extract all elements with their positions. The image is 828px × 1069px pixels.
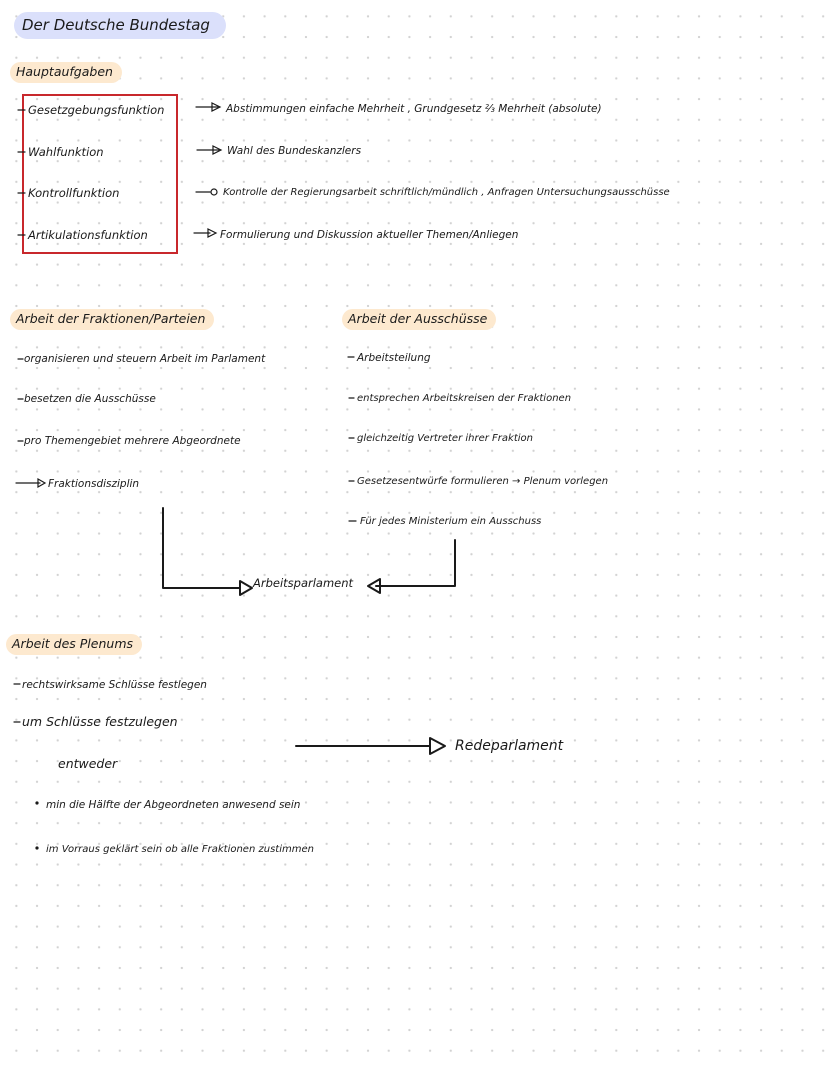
hauptaufgabe-detail: Wahl des Bundeskanzlers [227, 145, 362, 157]
ausschuesse-item: Für jedes Ministerium ein Ausschuss [360, 516, 542, 527]
ausschuesse-item: gleichzeitig Vertreter ihrer Fraktion [357, 433, 533, 444]
hauptaufgabe-detail: Kontrolle der Regierungsarbeit schriftlich/mündlich , Anfragen Untersuchungsausschüsse [223, 187, 670, 198]
bullet-dot [35, 801, 38, 804]
plenum-entweder: entweder [58, 756, 118, 771]
ausschuesse-item: Arbeitsteilung [357, 352, 431, 364]
arbeitsparlament-label: Arbeitsparlament [253, 576, 354, 590]
fraktionen-item: pro Themengebiet mehrere Abgeordnete [24, 435, 241, 447]
hauptaufgaben-heading: Hauptaufgaben [10, 62, 122, 83]
arrow-icon [16, 479, 45, 487]
page-title: Der Deutsche Bundestag [14, 12, 226, 39]
connector-line [163, 508, 240, 588]
hauptaufgabe-label: Gesetzgebungsfunktion [28, 103, 165, 117]
fraktionen-item: organisieren und steuern Arbeit im Parlament [24, 353, 266, 365]
arrow-icon [196, 189, 217, 195]
hauptaufgabe-detail: Formulierung und Diskussion aktueller Themen/Anliegen [220, 229, 519, 241]
redeparlament-label: Redeparlament [455, 738, 564, 754]
bullet-dot [35, 846, 38, 849]
hauptaufgabe-label: Artikulationsfunktion [28, 228, 148, 242]
hauptaufgabe-label: Kontrollfunktion [28, 186, 120, 200]
connector-line [376, 540, 455, 586]
ausschuesse-item: entsprechen Arbeitskreisen der Fraktionen [357, 393, 572, 404]
ausschuesse-heading: Arbeit der Ausschüsse [342, 309, 496, 330]
hauptaufgabe-label: Wahlfunktion [28, 145, 104, 159]
plenum-item: um Schlüsse festzulegen [22, 714, 178, 729]
fraktionen-item: Fraktionsdisziplin [48, 478, 140, 490]
fraktionen-item: besetzen die Ausschüsse [24, 393, 156, 405]
plenum-heading: Arbeit des Plenums [6, 634, 142, 655]
arrow-icon [430, 738, 445, 754]
arrow-icon [240, 581, 252, 595]
fraktionen-heading: Arbeit der Fraktionen/Parteien [10, 309, 214, 330]
plenum-bullet: min die Hälfte der Abgeordneten anwesend sein [46, 799, 301, 811]
arrow-icon [197, 146, 221, 154]
arrow-icon [196, 103, 220, 111]
hauptaufgabe-detail: Abstimmungen einfache Mehrheit , Grundgesetz ⅔ Mehrheit (absolute) [226, 103, 602, 115]
ausschuesse-item: Gesetzesentwürfe formulieren → Plenum vorlegen [357, 476, 609, 487]
plenum-bullet: im Vorraus geklärt sein ob alle Fraktionen zustimmen [46, 844, 314, 855]
plenum-item: rechtswirksame Schlüsse festlegen [22, 679, 207, 691]
arrow-icon [194, 229, 216, 237]
